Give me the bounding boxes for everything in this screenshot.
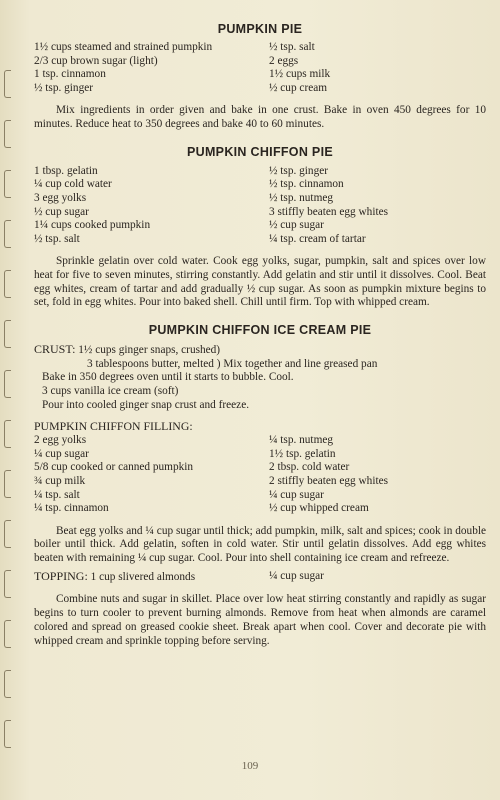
topping-line (34, 570, 486, 585)
binding-ring (4, 320, 11, 348)
ingredient: 2/3 cup brown sugar (light) (34, 54, 158, 67)
binding-ring (4, 720, 11, 748)
binding-ring (4, 70, 11, 98)
ingredient: ½ cup sugar (269, 219, 324, 232)
ring-binding (4, 0, 18, 800)
topping-directions: Combine nuts and sugar in skillet. Place over low heat stirring constantly and rapidly as sugar begins to turn cooler to prevent burning almonds. Remove from heat when almonds are caramel colored and spread on greased cookie sheet. Break apart when cool. Cover and decorate pie with whipped cream and sprinkle topping before serving. (34, 593, 486, 647)
ingredient: 2 egg yolks (34, 434, 87, 447)
ingredient: ½ tsp. ginger (269, 164, 328, 177)
crust-line: Pour into cooled ginger snap crust and freeze. (42, 398, 250, 411)
ingredient: 1 cup slivered almonds (90, 570, 196, 583)
ingredient: 3 egg yolks (34, 191, 87, 204)
page-number: 109 (241, 760, 259, 772)
topping-label: TOPPING: (34, 568, 88, 583)
ingredient: ½ cup whipped cream (269, 502, 369, 515)
ingredient-list (34, 41, 486, 95)
recipe-title: PUMPKIN CHIFFON ICE CREAM PIE (148, 323, 372, 338)
ingredient: 2 tbsp. cold water (269, 461, 350, 474)
binding-ring (4, 170, 11, 198)
crust-line: 1½ cups ginger snaps, crushed) (78, 344, 221, 357)
ingredient: ¼ cup sugar (269, 488, 324, 501)
recipe-directions: Mix ingredients in order given and bake in one crust. Bake in oven 450 degrees for 10 minutes. Reduce heat to 350 degrees and bake 40 to 60 minutes. (34, 104, 486, 131)
ingredient: 2 stiffly beaten egg whites (269, 474, 389, 487)
crust-label: CRUST: (34, 342, 76, 357)
ingredient: ¼ tsp. cream of tartar (269, 232, 366, 245)
binding-ring (4, 270, 11, 298)
crust-section (34, 343, 486, 412)
ingredient: 3 stiffly beaten egg whites (269, 205, 389, 218)
filling-label: PUMPKIN CHIFFON FILLING: (34, 419, 193, 434)
ingredient: ¼ tsp. nutmeg (269, 434, 334, 447)
ingredient: 1½ tsp. gelatin (269, 447, 336, 460)
binding-ring (4, 670, 11, 698)
recipe-directions: Sprinkle gelatin over cold water. Cook egg yolks, sugar, pumpkin, salt and spices over low heat for five to seven minutes, stirring constantly. Add gelatin and stir until it dissolves. Cool. Beat egg whites, cream of tartar and add gradually ½ cup sugar. As soon as pumpkin mixture begins to set, fold in egg whites. Pour into baked shell. Chill until firm. Top with whipped cream. (34, 255, 486, 309)
ingredient: 1 tsp. cinnamon (34, 68, 106, 81)
ingredient: ½ tsp. cinnamon (269, 178, 344, 191)
crust-line: Bake in 350 degrees oven until it starts to bubble. Cool. (42, 371, 294, 384)
ingredient: ½ cup sugar (34, 205, 89, 218)
binding-ring (4, 120, 11, 148)
ingredient-list (34, 434, 486, 516)
ingredient: 2 eggs (269, 54, 299, 67)
binding-ring (4, 220, 11, 248)
ingredient: ¼ tsp. salt (34, 488, 80, 501)
crust-line: 3 cups vanilla ice cream (soft) (42, 384, 179, 397)
binding-ring (4, 470, 11, 498)
binding-ring (4, 520, 11, 548)
ingredient: 1 tbsp. gelatin (34, 164, 98, 177)
recipe-directions: Beat egg yolks and ¼ cup sugar until thick; add pumpkin, milk, salt and spices; cook in double boiler until thick. Add gelatin, soften in cold water. Stir until gelatin dissolves. Add egg whites beaten with remaining ¼ cup sugar. Cool. Pour into shell containing ice cream and refreeze. (34, 524, 486, 565)
ingredient: ½ tsp. ginger (34, 81, 93, 94)
ingredient: ¼ cup cold water (34, 178, 112, 191)
binding-ring (4, 620, 11, 648)
ingredient: 1½ cups steamed and strained pumpkin (34, 41, 213, 53)
ingredient: 5/8 cup cooked or canned pumpkin (34, 461, 194, 474)
ingredient: ½ tsp. nutmeg (269, 191, 334, 204)
recipe-title: PUMPKIN PIE (217, 22, 303, 36)
ingredient-list (34, 165, 486, 247)
ingredient: 1¼ cups cooked pumpkin (34, 219, 151, 232)
ingredient: 1½ cups milk (269, 68, 331, 81)
binding-ring (4, 370, 11, 398)
ingredient: ¼ cup sugar (34, 447, 89, 460)
crust-line: 3 tablespoons butter, melted ) Mix together and line greased pan (87, 357, 378, 370)
recipe-title: PUMPKIN CHIFFON PIE (187, 144, 333, 159)
ingredient: ¼ tsp. cinnamon (34, 502, 109, 515)
ingredient: ¼ cup sugar (269, 569, 324, 582)
binding-ring (4, 570, 11, 598)
ingredient: ½ cup cream (269, 81, 328, 94)
binding-ring (4, 420, 11, 448)
ingredient: ½ tsp. salt (269, 41, 315, 53)
ingredient: ½ tsp. salt (34, 232, 80, 245)
ingredient: ¾ cup milk (34, 474, 86, 487)
